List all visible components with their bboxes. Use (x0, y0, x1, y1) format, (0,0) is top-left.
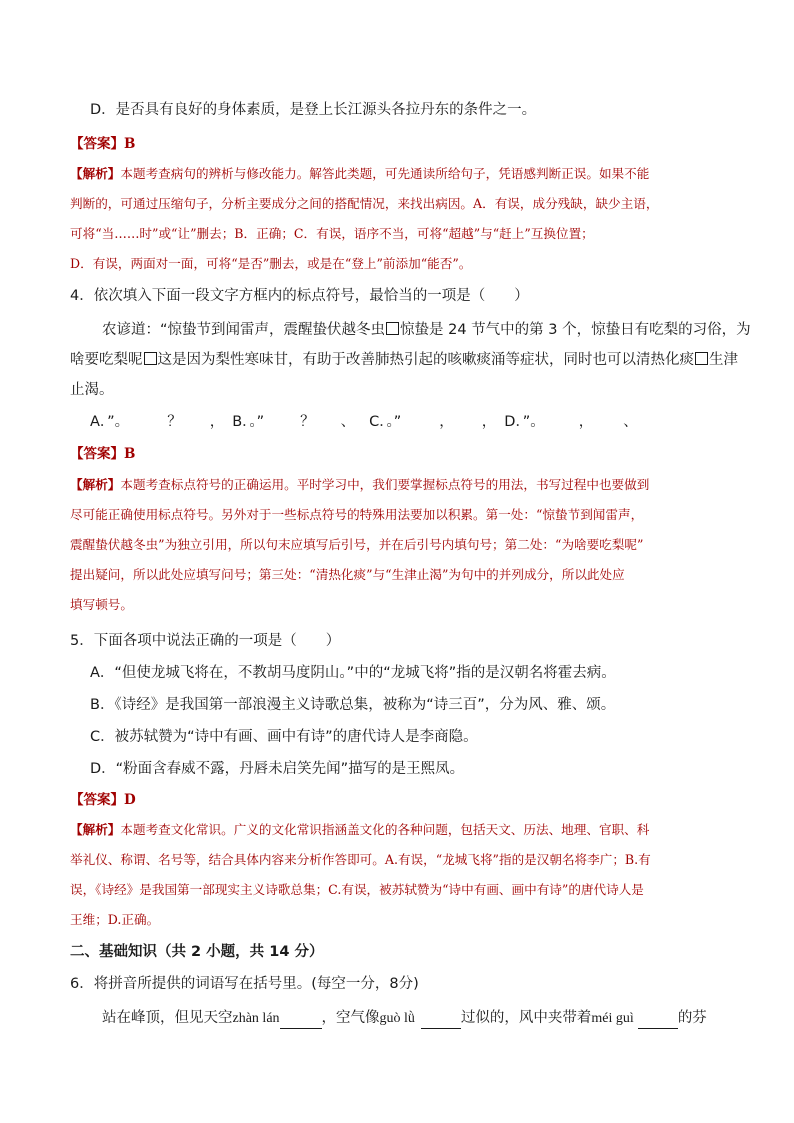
q4-passage-line-3: 止渴。 (70, 382, 114, 398)
option-c: C．。” (369, 414, 402, 430)
q4-analysis-line-4: 提出疑问，所以此处应填写问号；第三处：“清热化痰”与“生津止渴”为句中的并列成分，所以此处应 (70, 567, 625, 582)
q5-option-a: A．“但使龙城飞将在，不教胡马度阴山。”中的“龙城飞将”指的是汉朝名将霍去病。 (90, 665, 616, 681)
analysis-label: 【解析】 (70, 822, 121, 837)
analysis-label: 【解析】 (70, 166, 121, 181)
q4-analysis-line-5: 填写顿号。 (70, 597, 133, 612)
pinyin-1: zhàn lán (232, 1011, 280, 1026)
option-c-3: ， (481, 414, 497, 430)
passage-text: 这是因为梨性寒味甘，有助于改善肺热引起的咳嗽痰涌等症状，同时也可以清热化痰 (157, 352, 694, 368)
option-d-3: 、 (623, 414, 638, 430)
q3-analysis-line-2: 判断的，可通过压缩句子，分析主要成分之间的搭配情况，来找出病因。A．有误，成分残缺，缺少主语， (70, 196, 659, 211)
q4-analysis-line-1 (70, 475, 649, 495)
q5-analysis-line-1 (70, 820, 649, 840)
section-heading: 二、基础知识（共 2 小题，共 14 分） (70, 944, 324, 960)
option-d: D．”。 (504, 414, 545, 430)
q5-analysis-line-3: 误，《诗经》是我国第一部现实主义诗歌总集；C.有误，被苏轼赞为“诗中有画、画中有诗”的唐代诗人是 (70, 882, 644, 897)
sentence-text: ，空气像 (321, 1010, 380, 1026)
answer-value: B (124, 136, 136, 152)
option-a-2: ？ (167, 414, 182, 430)
answer-blank[interactable] (421, 1012, 461, 1029)
passage-text: 惊蛰是 24 节气中的第 3 个，惊蛰日有吃梨的习俗，为 (400, 322, 751, 338)
option-b: B．。” (232, 414, 265, 430)
q4-question: 4．依次填入下面一段文字方框内的标点符号，最恰当的一项是（ ） (70, 288, 529, 304)
q4-options (90, 412, 638, 432)
q3-analysis-line-1 (70, 164, 649, 184)
answer-value: D (124, 792, 136, 808)
answer-label: 【答案】 (70, 792, 124, 808)
analysis-label: 【解析】 (70, 477, 121, 492)
pinyin-2: guò lǜ (379, 1011, 415, 1026)
q3-option-d: D．是否具有良好的身体素质，是登上长江源头各拉丹东的条件之一。 (90, 102, 537, 118)
q3-analysis-line-4: D．有误，两面对一面，可将“是否”删去，或是在“登上”前添加“能否”。 (70, 256, 472, 271)
q5-answer (70, 790, 136, 810)
passage-text: 生津 (709, 352, 738, 368)
punctuation-box (695, 352, 708, 365)
q4-passage-line-2 (70, 350, 738, 370)
option-a: A．”。 (90, 414, 130, 430)
passage-text: 啥要吃梨呢 (70, 352, 143, 368)
pinyin-3: méi guì (591, 1011, 634, 1026)
q4-passage-line-1 (102, 320, 751, 340)
q4-analysis-line-2: 尽可能正确使用标点符号。另外对于一些标点符号的特殊用法要加以积累。第一处：“惊蛰节到闻雷声， (70, 507, 644, 522)
answer-value: B (124, 446, 136, 462)
option-a-3: ， (209, 414, 225, 430)
option-d-2: ， (578, 414, 594, 430)
punctuation-box (144, 352, 157, 365)
q5-analysis-line-2: 举礼仪、称谓、名号等，结合具体内容来分析作答即可。A.有误，“龙城飞将”指的是汉朝名将李广；B.有 (70, 852, 651, 867)
q5-question: 5．下面各项中说法正确的一项是（ ） (70, 633, 341, 649)
punctuation-box (386, 322, 399, 335)
passage-text: 农谚道：“惊蛰节到闻雷声，震醒蛰伏越冬虫 (102, 322, 386, 338)
q5-option-c: C．被苏轼赞为“诗中有画、画中有诗”的唐代诗人是李商隐。 (90, 729, 478, 745)
q6-sentence (102, 1008, 707, 1029)
option-c-2: ， (439, 414, 454, 430)
answer-label: 【答案】 (70, 136, 124, 152)
option-b-2: ？ (300, 414, 315, 430)
q4-analysis-line-3: 震醒蛰伏越冬虫”为独立引用，所以句末应填写后引号，并在后引号内填句号；第二处：“为啥要吃梨呢” (70, 537, 644, 552)
sentence-text: 站在峰顶，但见天空 (102, 1010, 233, 1026)
answer-blank[interactable] (280, 1012, 322, 1029)
answer-label: 【答案】 (70, 446, 124, 462)
sentence-text: 的芬 (677, 1010, 707, 1026)
q3-analysis-line-3: 可将“当……时”或“让”删去；B．正确；C．有误，语序不当，可将“超越”与“赶上”互换位置； (70, 226, 594, 241)
analysis-text: 本题考查文化常识。广义的文化常识指涵盖文化的各种问题，包括天文、历法、地理、官职、科 (120, 822, 650, 837)
option-b-3: 、 (340, 414, 356, 430)
analysis-text: 本题考查标点符号的正确运用。平时学习中，我们要掌握标点符号的用法，书写过程中也要做到 (120, 477, 650, 492)
answer-blank[interactable] (638, 1012, 678, 1029)
q6-question: 6．将拼音所提供的词语写在括号里。(每空一分，8分) (70, 976, 419, 992)
q4-answer (70, 444, 135, 464)
sentence-text: 过似的，风中夹带着 (460, 1010, 592, 1026)
q5-option-d: D．“粉面含春威不露，丹唇未启笑先闻”描写的是王熙凤。 (90, 761, 465, 777)
q3-answer (70, 134, 135, 154)
q5-analysis-line-4: 王维；D.正确。 (70, 912, 160, 927)
q5-option-b: B．《诗经》是我国第一部浪漫主义诗歌总集，被称为“诗三百”，分为风、雅、颂。 (90, 697, 616, 713)
analysis-text: 本题考查病句的辨析与修改能力。解答此类题，可先通读所给句子，凭语感判断正误。如果不能 (120, 166, 650, 181)
